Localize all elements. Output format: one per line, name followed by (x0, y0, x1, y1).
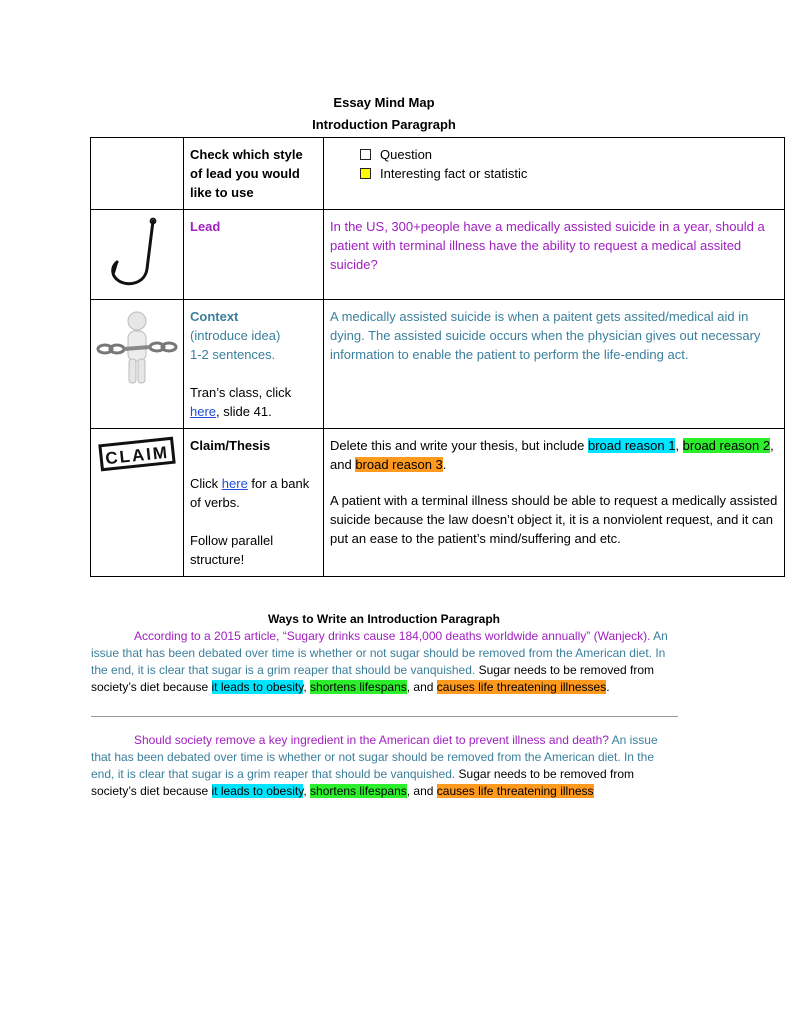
example-context: An issue that has been debated over time is whether or not sugar should be removed from the American diet. In the end, it is clear that sugar is a grim reaper that should be vanquished. (91, 733, 658, 781)
context-link-line: here, slide 41. (190, 404, 272, 419)
page-title: Essay Mind Map (333, 95, 435, 110)
option-label: Interesting fact or statistic (380, 166, 528, 181)
example-thesis: Sugar needs to be removed from society’s diet because (91, 767, 634, 798)
verbs-note: Click here for a bank of verbs. (190, 476, 310, 510)
claim-icon-cell (91, 429, 184, 577)
broad-reason-2: broad reason 2 (682, 438, 771, 453)
option-fact-statistic[interactable] (360, 164, 778, 183)
example-thesis: Sugar needs to be removed from society’s diet because (91, 663, 654, 694)
lead-style-options (324, 138, 785, 210)
claim-stamp-icon (98, 436, 176, 472)
example-context: An issue that has been debated over time is whether or not sugar should be removed from the American diet. In the end, it is clear that sugar is a grim reaper that should be vanquished. (91, 629, 668, 677)
checkbox-checked-icon[interactable] (360, 168, 371, 179)
example-lead: According to a 2015 article, “Sugary drinks cause 184,000 deaths worldwide annually” (Wanjeck). (134, 629, 651, 643)
context-icon-cell (91, 300, 184, 429)
claim-text-cell (324, 429, 785, 577)
svg-text:CLAIM: CLAIM (104, 442, 170, 469)
verbs-link[interactable]: here (221, 476, 248, 491)
lead-label: Lead (184, 210, 324, 300)
lead-icon-cell (91, 210, 184, 300)
claim-label: Claim/Thesis (190, 438, 271, 453)
broad-reason-1: broad reason 1 (587, 438, 676, 453)
parallel-note: Follow parallel structure! (190, 533, 274, 567)
chain-person-icon (97, 307, 177, 389)
page-subtitle: Introduction Paragraph (312, 117, 456, 132)
example-lead: Should society remove a key ingredient in the American diet to prevent illness and death? (134, 733, 609, 747)
context-hint-1: (introduce idea) (190, 328, 281, 343)
lead-style-row (91, 138, 785, 210)
context-label: Context (190, 309, 239, 324)
lead-text: In the US, 300+people have a medically assisted suicide in a year, should a patient with terminal illness have the ability to request a medical assited suicide? (324, 210, 785, 300)
lead-row (91, 210, 785, 300)
broad-reason-3: broad reason 3 (355, 457, 443, 472)
slide-link[interactable]: here (190, 404, 217, 419)
claim-label-cell (184, 429, 324, 577)
context-hint-2: 1-2 sentences. (190, 347, 276, 362)
thesis-instructions: Delete this and write your thesis, but include broad reason 1, broad reason 2, and broad reason 3. (330, 438, 774, 472)
empty-cell (91, 138, 184, 210)
example-paragraph-1: According to a 2015 article, “Sugary drinks cause 184,000 deaths worldwide annually” (Wanjeck). An issue that has been debated over time is whether or not sugar should be removed from the American diet. In the end, it is clear that sugar is a grim reaper that should be vanquished. Sugar needs to be removed from society’s diet because it leads to obesity, shortens lifespans, and causes life threatening illnesses. (91, 629, 668, 694)
option-label: Question (380, 147, 433, 162)
context-text: A medically assisted suicide is when a paitent gets assited/medical aid in dying. The assisted suicide occurs when the physician gives out necessary information to enable the patient to perform the life-ending act. (324, 300, 785, 429)
fishing-hook-icon (107, 217, 167, 287)
ways-heading: Ways to Write an Introduction Paragraph (267, 612, 501, 626)
claim-row (91, 429, 785, 577)
context-note: Tran’s class, click (190, 385, 292, 400)
context-label-cell (184, 300, 324, 429)
thesis-text: A patient with a terminal illness should be able to request a medically assisted suicide because the law doesn’t object it, it is a nonviolent request, and it can put an ease to the patient’s mind/suffering and etc. (330, 493, 778, 546)
lead-style-label: Check which style of lead you would like to use (184, 138, 324, 210)
divider (91, 716, 678, 717)
checkbox-icon[interactable] (360, 149, 371, 160)
example-paragraph-2: Should society remove a key ingredient in the American diet to prevent illness and death? An issue that has been debated over time is whether or not sugar should be removed from the American diet. In the end, it is clear that sugar is a grim reaper that should be vanquished. Sugar needs to be removed from society’s diet because it leads to obesity, shortens lifespans, and causes life threatening illness (91, 733, 658, 798)
option-question[interactable] (360, 145, 778, 164)
context-row (91, 300, 785, 429)
mind-map-table (90, 137, 785, 577)
